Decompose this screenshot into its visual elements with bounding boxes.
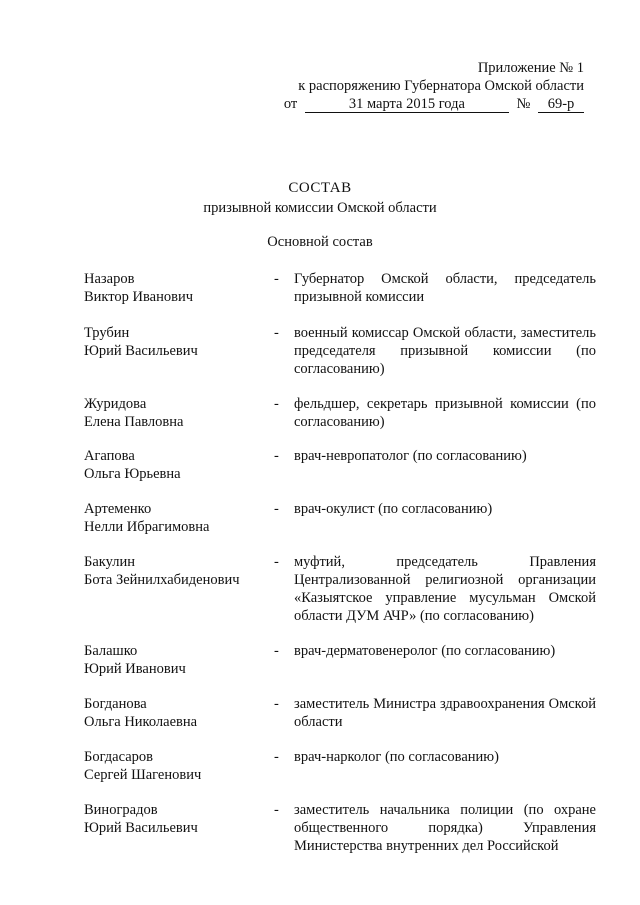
member-given-name: Елена Павловна: [84, 414, 184, 430]
dash-separator: -: [274, 696, 279, 712]
member-surname: Богданова: [84, 696, 147, 712]
member-surname: Трубин: [84, 325, 130, 341]
member-role: военный комиссар Омской области, заместитель председателя призывной комиссии (по согласованию): [294, 325, 596, 377]
member-role: врач-окулист (по согласованию): [294, 501, 493, 517]
member-role: фельдшер, секретарь призывной комиссии (по согласованию): [294, 396, 596, 430]
member-name: [84, 801, 274, 855]
member-name: [84, 500, 274, 536]
member-surname: Артеменко: [84, 501, 152, 517]
member-name: [84, 695, 274, 731]
member-role: заместитель начальника полиции (по охране общественного порядка) Управления Министерства внутренних дел Российской: [294, 802, 596, 854]
dash-separator: -: [274, 554, 279, 570]
member-row: [84, 447, 596, 483]
member-given-name: Бота Зейнилхабиденович: [84, 572, 240, 588]
member-role: врач-дерматовенеролог (по согласованию): [294, 643, 556, 659]
member-name: [84, 642, 274, 678]
member-given-name: Ольга Николаевна: [84, 714, 198, 730]
member-given-name: Сергей Шагенович: [84, 767, 202, 783]
member-name: [84, 748, 274, 784]
member-row: [84, 748, 596, 784]
member-row: [84, 801, 596, 855]
annex-subtitle: к распоряжению Губернатора Омской области: [298, 78, 584, 94]
member-row: [84, 500, 596, 536]
member-given-name: Ольга Юрьевна: [84, 466, 181, 482]
document-title: СОСТАВ: [288, 180, 352, 196]
member-row: [84, 270, 596, 306]
document-subtitle: призывной комиссии Омской области: [203, 200, 437, 216]
annex-number: 69-р: [538, 97, 584, 113]
member-role: муфтий, председатель Правления Централизованной религиозной организации «Казыятское управление мусульман Омской области ДУМ АЧР» (по согласованию): [294, 554, 596, 624]
member-row: [84, 324, 596, 378]
member-row: [84, 695, 596, 731]
member-surname: Виноградов: [84, 802, 158, 818]
member-surname: Балашко: [84, 643, 138, 659]
annex-date: 31 марта 2015 года: [305, 97, 509, 113]
annex-date-line: [284, 95, 584, 113]
annex-from-label: от: [283, 96, 298, 112]
member-given-name: Виктор Иванович: [84, 289, 194, 305]
member-role: Губернатор Омской области, председатель призывной комиссии: [294, 271, 596, 305]
member-given-name: Нелли Ибрагимовна: [84, 519, 210, 535]
dash-separator: -: [274, 749, 279, 765]
member-surname: Журидова: [84, 396, 147, 412]
member-given-name: Юрий Васильевич: [84, 343, 198, 359]
member-role: врач-нарколог (по согласованию): [294, 749, 499, 765]
dash-separator: -: [274, 643, 279, 659]
member-name: [84, 553, 274, 625]
member-surname: Бакулин: [84, 554, 135, 570]
annex-title: Приложение № 1: [477, 60, 584, 76]
member-surname: Назаров: [84, 271, 135, 287]
members-list: [84, 270, 596, 855]
dash-separator: -: [274, 325, 279, 341]
member-name: [84, 324, 274, 378]
annex-number-label: №: [516, 96, 531, 112]
member-surname: Богдасаров: [84, 749, 154, 765]
member-name: [84, 395, 274, 431]
dash-separator: -: [274, 448, 279, 464]
member-surname: Агапова: [84, 448, 135, 464]
member-role: заместитель Министра здравоохранения Омской области: [294, 696, 596, 730]
member-row: [84, 642, 596, 678]
dash-separator: -: [274, 802, 279, 818]
member-name: [84, 447, 274, 483]
member-row: [84, 553, 596, 625]
dash-separator: -: [274, 271, 279, 287]
dash-separator: -: [274, 501, 279, 517]
member-row: [84, 395, 596, 431]
section-title: Основной состав: [267, 234, 373, 250]
dash-separator: -: [274, 396, 279, 412]
annex-header: [284, 59, 584, 113]
member-name: [84, 270, 274, 306]
member-given-name: Юрий Васильевич: [84, 820, 198, 836]
member-role: врач-невропатолог (по согласованию): [294, 448, 527, 464]
member-given-name: Юрий Иванович: [84, 661, 186, 677]
